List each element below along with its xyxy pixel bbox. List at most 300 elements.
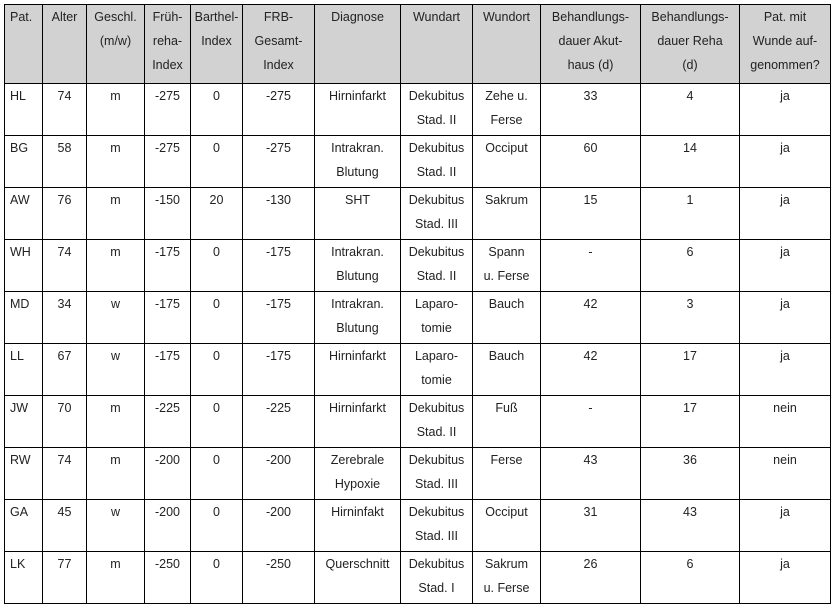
cell-line: 0 <box>213 245 220 259</box>
cell-line: m <box>110 453 121 467</box>
header-diagnose <box>315 5 401 84</box>
cell-line: Querschnitt <box>325 557 390 571</box>
cell-line: Stad. II <box>416 269 457 283</box>
cell-line: -275 <box>265 89 292 103</box>
cell-wunde-aufgenommen <box>740 552 831 604</box>
cell-line: Hirninfakt <box>331 505 384 519</box>
cell-wundort <box>473 500 541 552</box>
cell-alter <box>43 292 87 344</box>
cell-wunde-aufgenommen <box>740 396 831 448</box>
cell-line: -200 <box>265 505 292 519</box>
cell-diagnose <box>315 500 401 552</box>
cell-dauer-reha <box>641 136 740 188</box>
cell-geschlecht <box>87 136 145 188</box>
cell-line: Hirninfarkt <box>329 89 386 103</box>
cell-fruehreha-index <box>145 188 191 240</box>
cell-line: m <box>110 245 121 259</box>
cell-line: w <box>110 505 121 519</box>
cell-line: Sakrum <box>484 557 529 571</box>
table-row <box>5 84 831 136</box>
cell-geschlecht <box>87 344 145 396</box>
cell-line: Wundart <box>412 10 460 24</box>
cell-geschlecht <box>87 188 145 240</box>
cell-dauer-akuthaus <box>541 500 641 552</box>
cell-line: nein <box>773 401 797 415</box>
cell-dauer-akuthaus <box>541 396 641 448</box>
header-alter <box>43 5 87 84</box>
cell-line: Stad. II <box>416 165 457 179</box>
cell-wunde-aufgenommen <box>740 344 831 396</box>
cell-line: Dekubitus <box>408 557 465 571</box>
cell-line: Stad. III <box>414 217 459 231</box>
cell-line: ja <box>780 245 790 259</box>
cell-line: 76 <box>57 193 72 207</box>
cell-line: Alter <box>51 10 78 24</box>
cell-line: 70 <box>57 401 72 415</box>
cell-geschlecht <box>87 552 145 604</box>
cell-line: nein <box>773 453 797 467</box>
cell-barthel-index <box>191 448 243 500</box>
cell-wundart <box>401 188 473 240</box>
cell-dauer-reha <box>641 188 740 240</box>
header-frb-gesamt-index <box>243 5 315 84</box>
cell-wundart <box>401 552 473 604</box>
cell-dauer-akuthaus <box>541 344 641 396</box>
cell-line: Dekubitus <box>408 193 465 207</box>
cell-line: Zehe u. <box>485 89 528 103</box>
cell-line: Sakrum <box>484 193 529 207</box>
cell-dauer-reha <box>641 292 740 344</box>
table-row <box>5 344 831 396</box>
cell-line: 74 <box>57 453 72 467</box>
cell-line: -130 <box>265 193 292 207</box>
cell-alter <box>43 136 87 188</box>
cell-geschlecht <box>87 448 145 500</box>
cell-line: Blutung <box>336 165 379 179</box>
cell-line: Bauch <box>488 297 525 311</box>
table-row <box>5 448 831 500</box>
cell-line: Hirninfarkt <box>329 401 386 415</box>
table-row <box>5 292 831 344</box>
cell-line: 43 <box>683 505 697 519</box>
cell-wundort <box>473 240 541 292</box>
cell-line: 43 <box>583 453 598 467</box>
cell-line: 26 <box>583 557 598 571</box>
cell-line: m <box>110 89 121 103</box>
cell-line: Intrakran. <box>331 297 384 311</box>
cell-wundort <box>473 396 541 448</box>
cell-pat <box>5 292 43 344</box>
cell-dauer-akuthaus <box>541 188 641 240</box>
cell-line: Occiput <box>485 505 528 519</box>
cell-line: Wundort <box>482 10 530 24</box>
cell-wundort <box>473 136 541 188</box>
cell-pat <box>5 552 43 604</box>
cell-line: 0 <box>213 89 220 103</box>
cell-frb-gesamt-index <box>243 84 315 136</box>
cell-barthel-index <box>191 136 243 188</box>
cell-line: Intrakran. <box>331 141 384 155</box>
cell-line: 0 <box>213 401 220 415</box>
cell-alter <box>43 500 87 552</box>
table-body <box>5 84 831 604</box>
cell-frb-gesamt-index <box>243 448 315 500</box>
cell-line: -175 <box>265 297 292 311</box>
cell-line: 42 <box>583 297 598 311</box>
cell-line: Laparo- <box>414 297 459 311</box>
cell-wunde-aufgenommen <box>740 500 831 552</box>
cell-line: 6 <box>686 557 694 571</box>
cell-line: 74 <box>57 245 72 259</box>
cell-line: Pat. <box>10 10 33 24</box>
cell-line: SHT <box>345 193 370 207</box>
cell-wunde-aufgenommen <box>740 292 831 344</box>
header-wundart <box>401 5 473 84</box>
cell-line: m <box>110 193 121 207</box>
cell-line: Index <box>152 58 183 72</box>
cell-line: 17 <box>683 401 697 415</box>
cell-line: -175 <box>154 349 181 363</box>
header-wunde-aufgenommen <box>740 5 831 84</box>
cell-dauer-akuthaus <box>541 136 641 188</box>
cell-fruehreha-index <box>145 552 191 604</box>
cell-wundort <box>473 344 541 396</box>
cell-barthel-index <box>191 500 243 552</box>
cell-line: 42 <box>583 349 598 363</box>
header-geschlecht <box>87 5 145 84</box>
cell-wundort <box>473 448 541 500</box>
table-row <box>5 188 831 240</box>
cell-line: genommen? <box>750 58 820 72</box>
cell-line: JW <box>10 401 29 415</box>
cell-line: Stad. II <box>416 113 457 127</box>
cell-line: Behandlungs- <box>551 10 630 24</box>
cell-wunde-aufgenommen <box>740 448 831 500</box>
cell-diagnose <box>315 396 401 448</box>
cell-barthel-index <box>191 344 243 396</box>
cell-line: 17 <box>683 349 697 363</box>
cell-line: 74 <box>57 89 72 103</box>
header-wundort <box>473 5 541 84</box>
cell-pat <box>5 448 43 500</box>
header-dauer-akuthaus <box>541 5 641 84</box>
cell-wundort <box>473 188 541 240</box>
cell-line: Bauch <box>488 349 525 363</box>
cell-alter <box>43 344 87 396</box>
cell-fruehreha-index <box>145 292 191 344</box>
cell-wundart <box>401 240 473 292</box>
cell-line: 58 <box>57 141 72 155</box>
cell-line: Spann <box>488 245 525 259</box>
cell-line: Stad. III <box>414 477 459 491</box>
cell-line: Blutung <box>336 321 379 335</box>
cell-pat <box>5 500 43 552</box>
cell-line: LL <box>10 349 24 363</box>
cell-line: Blutung <box>336 269 379 283</box>
cell-line: -175 <box>154 245 181 259</box>
cell-barthel-index <box>191 240 243 292</box>
cell-line: Stad. I <box>418 581 455 595</box>
header-dauer-reha <box>641 5 740 84</box>
cell-line: 34 <box>57 297 72 311</box>
cell-line: Ferse <box>490 113 523 127</box>
table-row <box>5 240 831 292</box>
cell-line: Behandlungs- <box>651 10 729 24</box>
cell-pat <box>5 84 43 136</box>
cell-line: HL <box>10 89 26 103</box>
cell-frb-gesamt-index <box>243 292 315 344</box>
cell-line: m <box>110 141 121 155</box>
cell-line: - <box>588 401 593 415</box>
cell-line: 0 <box>213 349 220 363</box>
cell-line: AW <box>10 193 30 207</box>
cell-dauer-reha <box>641 344 740 396</box>
cell-diagnose <box>315 136 401 188</box>
table-row <box>5 136 831 188</box>
cell-wundart <box>401 292 473 344</box>
cell-fruehreha-index <box>145 136 191 188</box>
table-header <box>5 5 831 84</box>
cell-line: 36 <box>683 453 697 467</box>
cell-line: Dekubitus <box>408 245 465 259</box>
cell-line: 60 <box>583 141 598 155</box>
cell-line: -175 <box>265 349 292 363</box>
cell-line: -200 <box>265 453 292 467</box>
cell-wunde-aufgenommen <box>740 188 831 240</box>
cell-line: Dekubitus <box>408 453 465 467</box>
cell-line: -250 <box>265 557 292 571</box>
table-row <box>5 500 831 552</box>
cell-dauer-reha <box>641 240 740 292</box>
cell-line: Geschl. <box>94 10 137 24</box>
cell-line: -275 <box>154 89 181 103</box>
header-barthel-index <box>191 5 243 84</box>
cell-line: w <box>110 297 121 311</box>
cell-line: Dekubitus <box>408 89 465 103</box>
cell-diagnose <box>315 292 401 344</box>
cell-line: Occiput <box>485 141 528 155</box>
cell-line: 0 <box>213 141 220 155</box>
cell-wundart <box>401 136 473 188</box>
cell-geschlecht <box>87 240 145 292</box>
cell-line: 3 <box>686 297 694 311</box>
cell-line: LK <box>10 557 26 571</box>
cell-wundart <box>401 500 473 552</box>
cell-line: 45 <box>57 505 72 519</box>
cell-line: reha- <box>152 34 183 48</box>
cell-diagnose <box>315 188 401 240</box>
cell-diagnose <box>315 84 401 136</box>
cell-frb-gesamt-index <box>243 136 315 188</box>
cell-dauer-reha <box>641 552 740 604</box>
cell-line: Barthel- <box>194 10 239 24</box>
patient-table <box>4 4 831 604</box>
cell-wundart <box>401 448 473 500</box>
cell-line: Hirninfarkt <box>329 349 386 363</box>
cell-fruehreha-index <box>145 448 191 500</box>
cell-frb-gesamt-index <box>243 240 315 292</box>
cell-dauer-reha <box>641 500 740 552</box>
cell-geschlecht <box>87 396 145 448</box>
cell-line: WH <box>10 245 31 259</box>
cell-wundart <box>401 344 473 396</box>
cell-line: Gesamt- <box>254 34 303 48</box>
cell-fruehreha-index <box>145 500 191 552</box>
cell-line: tomie <box>421 321 452 335</box>
cell-line: BG <box>10 141 29 155</box>
cell-fruehreha-index <box>145 240 191 292</box>
cell-line: 14 <box>683 141 697 155</box>
cell-alter <box>43 552 87 604</box>
cell-dauer-akuthaus <box>541 292 641 344</box>
cell-line: Früh- <box>152 10 183 24</box>
cell-line: -275 <box>154 141 181 155</box>
cell-line: ja <box>780 89 790 103</box>
cell-line: (m/w) <box>99 34 132 48</box>
cell-wunde-aufgenommen <box>740 136 831 188</box>
cell-line: -200 <box>154 453 181 467</box>
cell-line: Dekubitus <box>408 141 465 155</box>
cell-line: -250 <box>154 557 181 571</box>
cell-line: Stad. II <box>416 425 457 439</box>
cell-line: Laparo- <box>414 349 459 363</box>
cell-frb-gesamt-index <box>243 396 315 448</box>
cell-line: 0 <box>213 505 220 519</box>
cell-line: -200 <box>154 505 181 519</box>
cell-dauer-reha <box>641 396 740 448</box>
cell-line: Fuß <box>495 401 518 415</box>
cell-dauer-akuthaus <box>541 448 641 500</box>
cell-line: (d) <box>682 58 698 72</box>
table-row <box>5 396 831 448</box>
cell-alter <box>43 188 87 240</box>
cell-line: Dekubitus <box>408 401 465 415</box>
cell-alter <box>43 84 87 136</box>
header-pat <box>5 5 43 84</box>
cell-line: dauer Akut- <box>558 34 623 48</box>
cell-line: -225 <box>154 401 181 415</box>
cell-frb-gesamt-index <box>243 188 315 240</box>
cell-dauer-akuthaus <box>541 84 641 136</box>
cell-barthel-index <box>191 396 243 448</box>
cell-line: haus (d) <box>567 58 614 72</box>
cell-line: MD <box>10 297 30 311</box>
cell-barthel-index <box>191 552 243 604</box>
cell-line: Dekubitus <box>408 505 465 519</box>
cell-line: Index <box>201 34 232 48</box>
header-fruehreha-index <box>145 5 191 84</box>
cell-line: u. Ferse <box>483 269 530 283</box>
cell-line: Diagnose <box>331 10 384 24</box>
cell-line: ja <box>780 557 790 571</box>
cell-frb-gesamt-index <box>243 552 315 604</box>
cell-wunde-aufgenommen <box>740 84 831 136</box>
cell-dauer-akuthaus <box>541 552 641 604</box>
cell-line: ja <box>780 193 790 207</box>
cell-diagnose <box>315 240 401 292</box>
cell-line: Intrakran. <box>331 245 384 259</box>
cell-alter <box>43 240 87 292</box>
cell-line: ja <box>780 349 790 363</box>
cell-pat <box>5 188 43 240</box>
cell-line: RW <box>10 453 31 467</box>
cell-fruehreha-index <box>145 396 191 448</box>
cell-line: w <box>110 349 121 363</box>
cell-line: 77 <box>57 557 72 571</box>
cell-geschlecht <box>87 84 145 136</box>
cell-frb-gesamt-index <box>243 500 315 552</box>
cell-dauer-akuthaus <box>541 240 641 292</box>
cell-line: Zerebrale <box>330 453 385 467</box>
cell-pat <box>5 136 43 188</box>
cell-pat <box>5 240 43 292</box>
cell-line: m <box>110 401 121 415</box>
cell-line: FRB- <box>263 10 294 24</box>
cell-diagnose <box>315 448 401 500</box>
header-row <box>5 5 831 84</box>
cell-line: ja <box>780 141 790 155</box>
cell-line: tomie <box>421 373 452 387</box>
cell-wundort <box>473 292 541 344</box>
cell-line: -275 <box>265 141 292 155</box>
cell-line: -175 <box>154 297 181 311</box>
cell-line: Pat. mit <box>763 10 807 24</box>
cell-line: Wunde auf- <box>752 34 818 48</box>
cell-line: Ferse <box>490 453 523 467</box>
cell-wundart <box>401 84 473 136</box>
cell-line: ja <box>780 505 790 519</box>
cell-line: 0 <box>213 557 220 571</box>
cell-barthel-index <box>191 188 243 240</box>
cell-line: -225 <box>265 401 292 415</box>
cell-geschlecht <box>87 292 145 344</box>
cell-line: Index <box>263 58 294 72</box>
cell-line: 0 <box>213 297 220 311</box>
cell-line: 31 <box>583 505 598 519</box>
cell-line: 67 <box>57 349 72 363</box>
cell-line: m <box>110 557 121 571</box>
cell-barthel-index <box>191 84 243 136</box>
cell-line: 6 <box>686 245 694 259</box>
cell-wundart <box>401 396 473 448</box>
cell-line: Hypoxie <box>334 477 381 491</box>
cell-fruehreha-index <box>145 344 191 396</box>
cell-dauer-reha <box>641 84 740 136</box>
cell-pat <box>5 396 43 448</box>
table-row <box>5 552 831 604</box>
cell-alter <box>43 396 87 448</box>
cell-line: -150 <box>154 193 181 207</box>
cell-wundort <box>473 84 541 136</box>
cell-diagnose <box>315 344 401 396</box>
cell-line: 4 <box>686 89 694 103</box>
cell-line: ja <box>780 297 790 311</box>
cell-line: 20 <box>209 193 224 207</box>
cell-barthel-index <box>191 292 243 344</box>
cell-line: Stad. III <box>414 529 459 543</box>
cell-line: 33 <box>583 89 598 103</box>
cell-pat <box>5 344 43 396</box>
cell-diagnose <box>315 552 401 604</box>
cell-line: GA <box>10 505 29 519</box>
cell-line: - <box>588 245 593 259</box>
cell-line: -175 <box>265 245 292 259</box>
cell-line: 0 <box>213 453 220 467</box>
cell-frb-gesamt-index <box>243 344 315 396</box>
cell-wundort <box>473 552 541 604</box>
cell-wunde-aufgenommen <box>740 240 831 292</box>
cell-line: 1 <box>686 193 694 207</box>
